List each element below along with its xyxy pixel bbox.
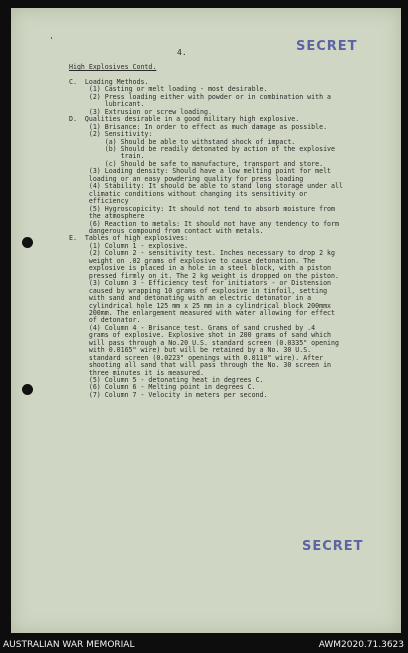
- text-line: (4) Stability: It should be able to stand long storage under all: [69, 182, 343, 191]
- text-line: of detonator.: [69, 316, 141, 325]
- text-line: (3) Loading density: Should have a low melting point for melt: [69, 167, 332, 176]
- text-line: lubricant.: [69, 100, 145, 109]
- document-body: [69, 64, 399, 399]
- text-line: E. Tables of high explosives:: [69, 234, 189, 243]
- text-line: (2) Column 2 - sensitivity test. Inches necessary to drop 2 kg: [69, 249, 335, 258]
- text-line: (1) Brisance: In order to effect as much damage as possible.: [69, 122, 328, 131]
- text-line: train.: [69, 152, 145, 161]
- text-line: the atmosphere: [69, 212, 145, 221]
- text-line: shooting all sand that will pass through the No. 30 screen in: [69, 361, 332, 370]
- page-number: 4.: [177, 48, 187, 57]
- archive-footer: [0, 639, 408, 653]
- text-line: with 0.0165" wire) but will be retained by a No. 30 U.S.: [69, 346, 312, 355]
- text-line: (3) Extrusion or screw loading.: [69, 107, 212, 116]
- text-line: explosive is placed in a hole in a steel block, with a piston: [69, 264, 332, 273]
- text-line: caused by wrapping 10 grams of explosive in tinfoil, setting: [69, 286, 328, 295]
- text-line: (2) Press loading either with powder or in combination with a: [69, 92, 332, 101]
- text-line: three minutes it is measured.: [69, 368, 204, 377]
- footer-accession-number: AWM2020.71.3623: [318, 640, 404, 650]
- section-heading: High Explosives Contd.: [69, 63, 157, 71]
- text-line: will pass through a No.20 U.S. standard screen (0.0335" opening: [69, 338, 339, 347]
- text-line: cylindrical hole 125 mm x 25 mm in a cylindrical block 200mmx: [69, 301, 332, 310]
- document-page: [11, 8, 401, 633]
- text-line: 200mm. The enlargement measured with water allowing for effect: [69, 308, 335, 317]
- text-line: with sand and detonating with an electric detonator in a: [69, 294, 312, 303]
- secret-stamp-top: SECRET: [296, 39, 358, 54]
- text-line: (5) Column 5 - detonating heat in degrees C.: [69, 376, 264, 385]
- corner-mark: ': [49, 36, 54, 45]
- text-line: C. Loading Methods.: [69, 77, 149, 86]
- text-line: (c) Should be safe to manufacture, transport and store.: [69, 159, 324, 168]
- text-line: grams of explosive. Explosive shot in 200 grams of sand which: [69, 331, 332, 340]
- text-line: (5) Hygroscopicity: It should not tend to absorb moisture from: [69, 204, 335, 213]
- text-line: (3) Column 3 - Efficiency test for initiators - or Distension: [69, 279, 332, 288]
- text-line: pressed firmly on it. The 2 kg weight is dropped on the piston.: [69, 271, 339, 280]
- text-line: (4) Column 4 - Brisance test. Grams of sand crushed by .4: [69, 323, 316, 332]
- text-line: climatic conditions without changing its sensitivity or: [69, 189, 308, 198]
- text-line: (1) Casting or melt loading - most desirable.: [69, 85, 268, 94]
- text-line: (2) Sensitivity:: [69, 130, 153, 139]
- text-line: (b) Should be readily detonated by action of the explosive: [69, 144, 335, 153]
- text-line: (6) Reaction to metals: It should not have any tendency to form: [69, 219, 339, 228]
- text-line: dangerous compound from contact with metals.: [69, 226, 264, 235]
- secret-stamp-bottom: SECRET: [302, 539, 364, 554]
- footer-institution: AUSTRALIAN WAR MEMORIAL: [3, 640, 135, 650]
- text-line: (1) Column 1 - explosive.: [69, 241, 189, 250]
- text-line: standard screen (0.0223" openings with 0.0110" wire). After: [69, 353, 324, 362]
- text-line: efficiency: [69, 197, 129, 206]
- punch-hole-upper: [22, 237, 33, 248]
- text-line: weight on .02 grams of explosive to cause detonation. The: [69, 256, 316, 265]
- text-line: D. Qualities desirable in a good military high explosive.: [69, 115, 300, 124]
- text-line: loading or an easy powdering quality for press loading: [69, 174, 304, 183]
- text-line: (a) Should be able to withstand shock of impact.: [69, 137, 296, 146]
- punch-hole-lower: [22, 384, 33, 395]
- text-line: (7) Column 7 - Velocity in meters per second.: [69, 390, 268, 399]
- text-line: (6) Column 6 - Melting point in degrees C.: [69, 383, 256, 392]
